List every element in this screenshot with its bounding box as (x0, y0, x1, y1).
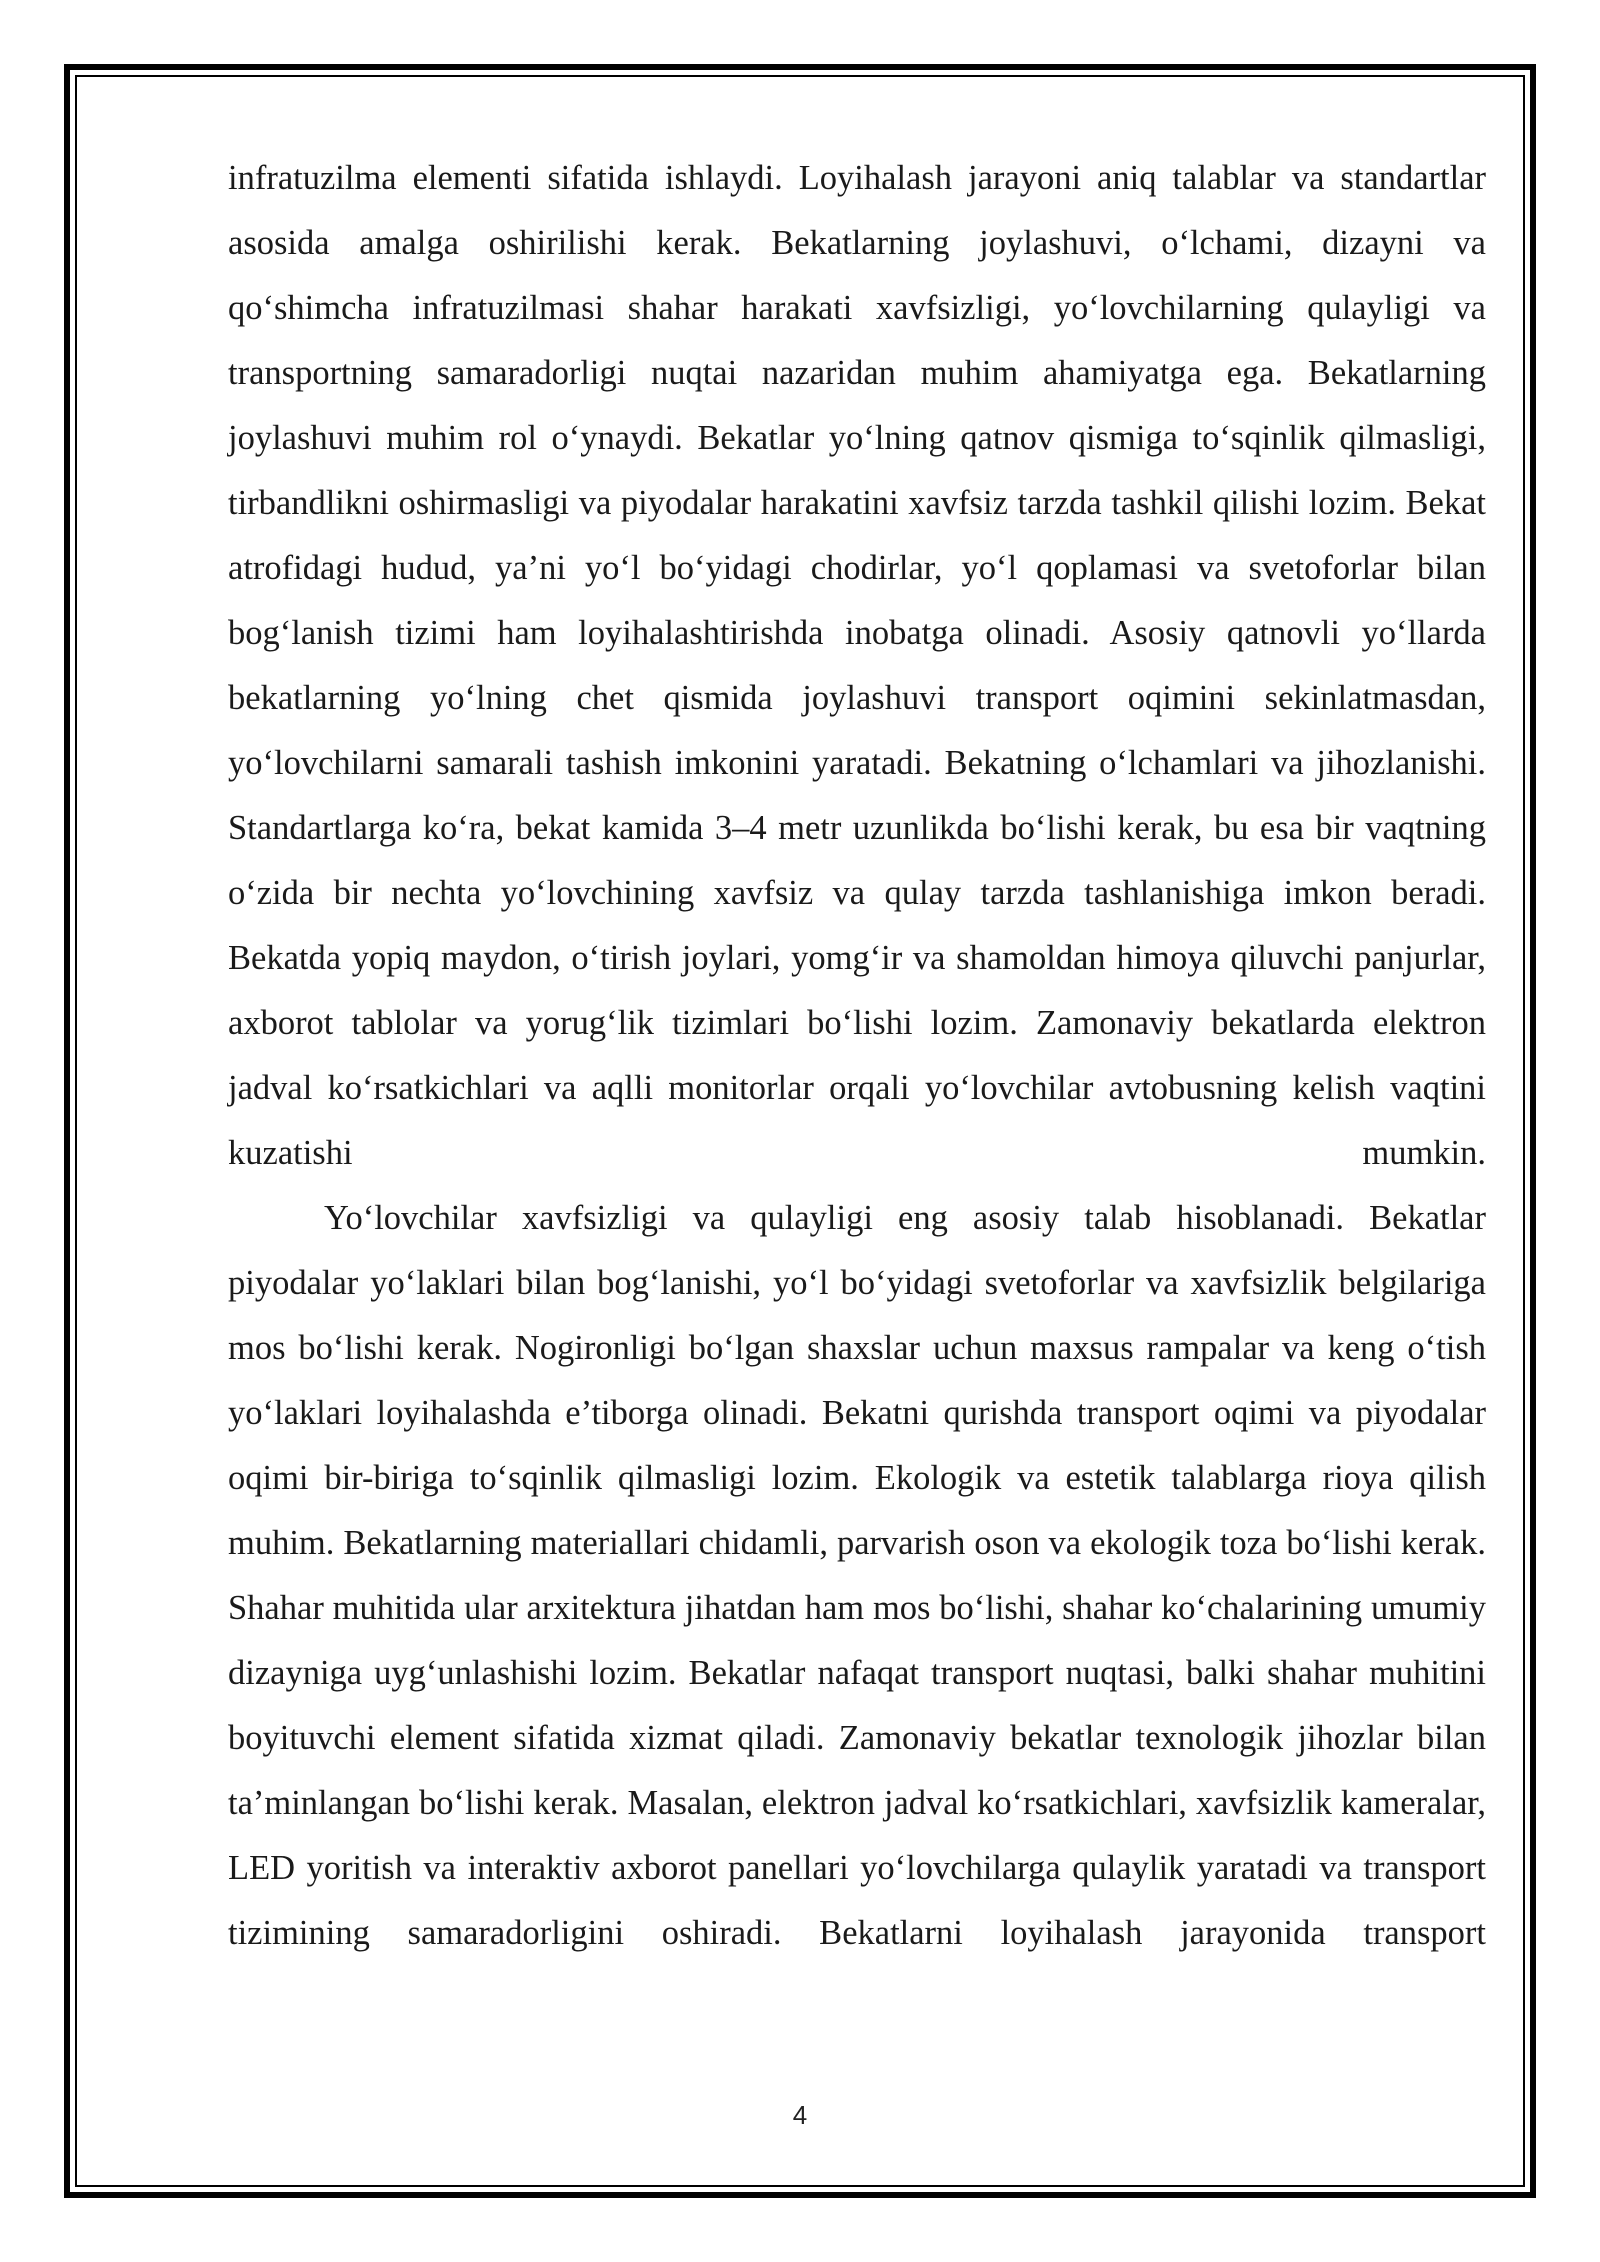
body-paragraph: Yo‘lovchilar xavfsizligi va qulayligi eng asosiy talab hisoblanadi. Bekatlar piyodalar yo‘laklari bilan bog‘lanishi, yo‘l bo‘yidagi svetoforlar va xavfsizlik belgilariga mos bo‘lishi kerak. Nogironligi bo‘lgan shaxslar uchun maxsus rampalar va keng o‘tish yo‘laklari loyihalashda e’tiborga olinadi. Bekatni qurishda transport oqimi va piyodalar oqimi bir-biriga to‘sqinlik qilmasligi lozim. Ekologik va estetik talablarga rioya qilish muhim. Bekatlarning materiallari chidamli, parvarish oson va ekologik toza bo‘lishi kerak. Shahar muhitida ular arxitektura jihatdan ham mos bo‘lishi, shahar ko‘chalarining umumiy dizayniga uyg‘unlashishi lozim. Bekatlar nafaqat transport nuqtasi, balki shahar muhitini boyituvchi element sifatida xizmat qiladi. Zamonaviy bekatlar texnologik jihozlar bilan ta’minlangan bo‘lishi kerak. Masalan, elektron jadval ko‘rsatkichlari, xavfsizlik kameralar, LED yoritish va interaktiv axborot panellari yo‘lovchilarga qulaylik yaratadi va transport tizimining samaradorligini oshiradi. Bekatlarni loyihalash jarayonida transport (228, 1199, 1486, 1952)
body-paragraph: infratuzilma elementi sifatida ishlaydi. Loyihalash jarayoni aniq talablar va standartlar asosida amalga oshirilishi kerak. Bekatlarning joylashuvi, o‘lchami, dizayni va qo‘shimcha infratuzilmasi shahar harakati xavfsizligi, yo‘lovchilarning qulayligi va transportning samaradorligi nuqtai nazaridan muhim ahamiyatga ega. Bekatlarning joylashuvi muhim rol o‘ynaydi. Bekatlar yo‘lning qatnov qismiga to‘sqinlik qilmasligi, tirbandlikni oshirmasligi va piyodalar harakatini xavfsiz tarzda tashkil qilishi lozim. Bekat atrofidagi hudud, ya’ni yo‘l bo‘yidagi chodirlar, yo‘l qoplamasi va svetoforlar bilan bog‘lanish tizimi ham loyihalashtirishda inobatga olinadi. Asosiy qatnovli yo‘llarda bekatlarning yo‘lning chet qismida joylashuvi transport oqimini sekinlatmasdan, yo‘lovchilarni samarali tashish imkonini yaratadi. Bekatning o‘lchamlari va jihozlanishi. Standartlarga ko‘ra, bekat kamida 3–4 metr uzunlikda bo‘lishi kerak, bu esa bir vaqtning o‘zida bir nechta yo‘lovchining xavfsiz va qulay tarzda tashlanishiga imkon beradi. Bekatda yopiq maydon, o‘tirish joylari, yomg‘ir va shamoldan himoya qiluvchi panjurlar, axborot tablolar va yorug‘lik tizimlari bo‘lishi lozim. Zamonaviy bekatlarda elektron jadval ko‘rsatkichlari va aqlli monitorlar orqali yo‘lovchilar avtobusning kelish vaqtini kuzatishi mumkin. (228, 159, 1486, 1172)
page-number: 4 (792, 2100, 808, 2130)
document-body (228, 146, 1486, 1966)
